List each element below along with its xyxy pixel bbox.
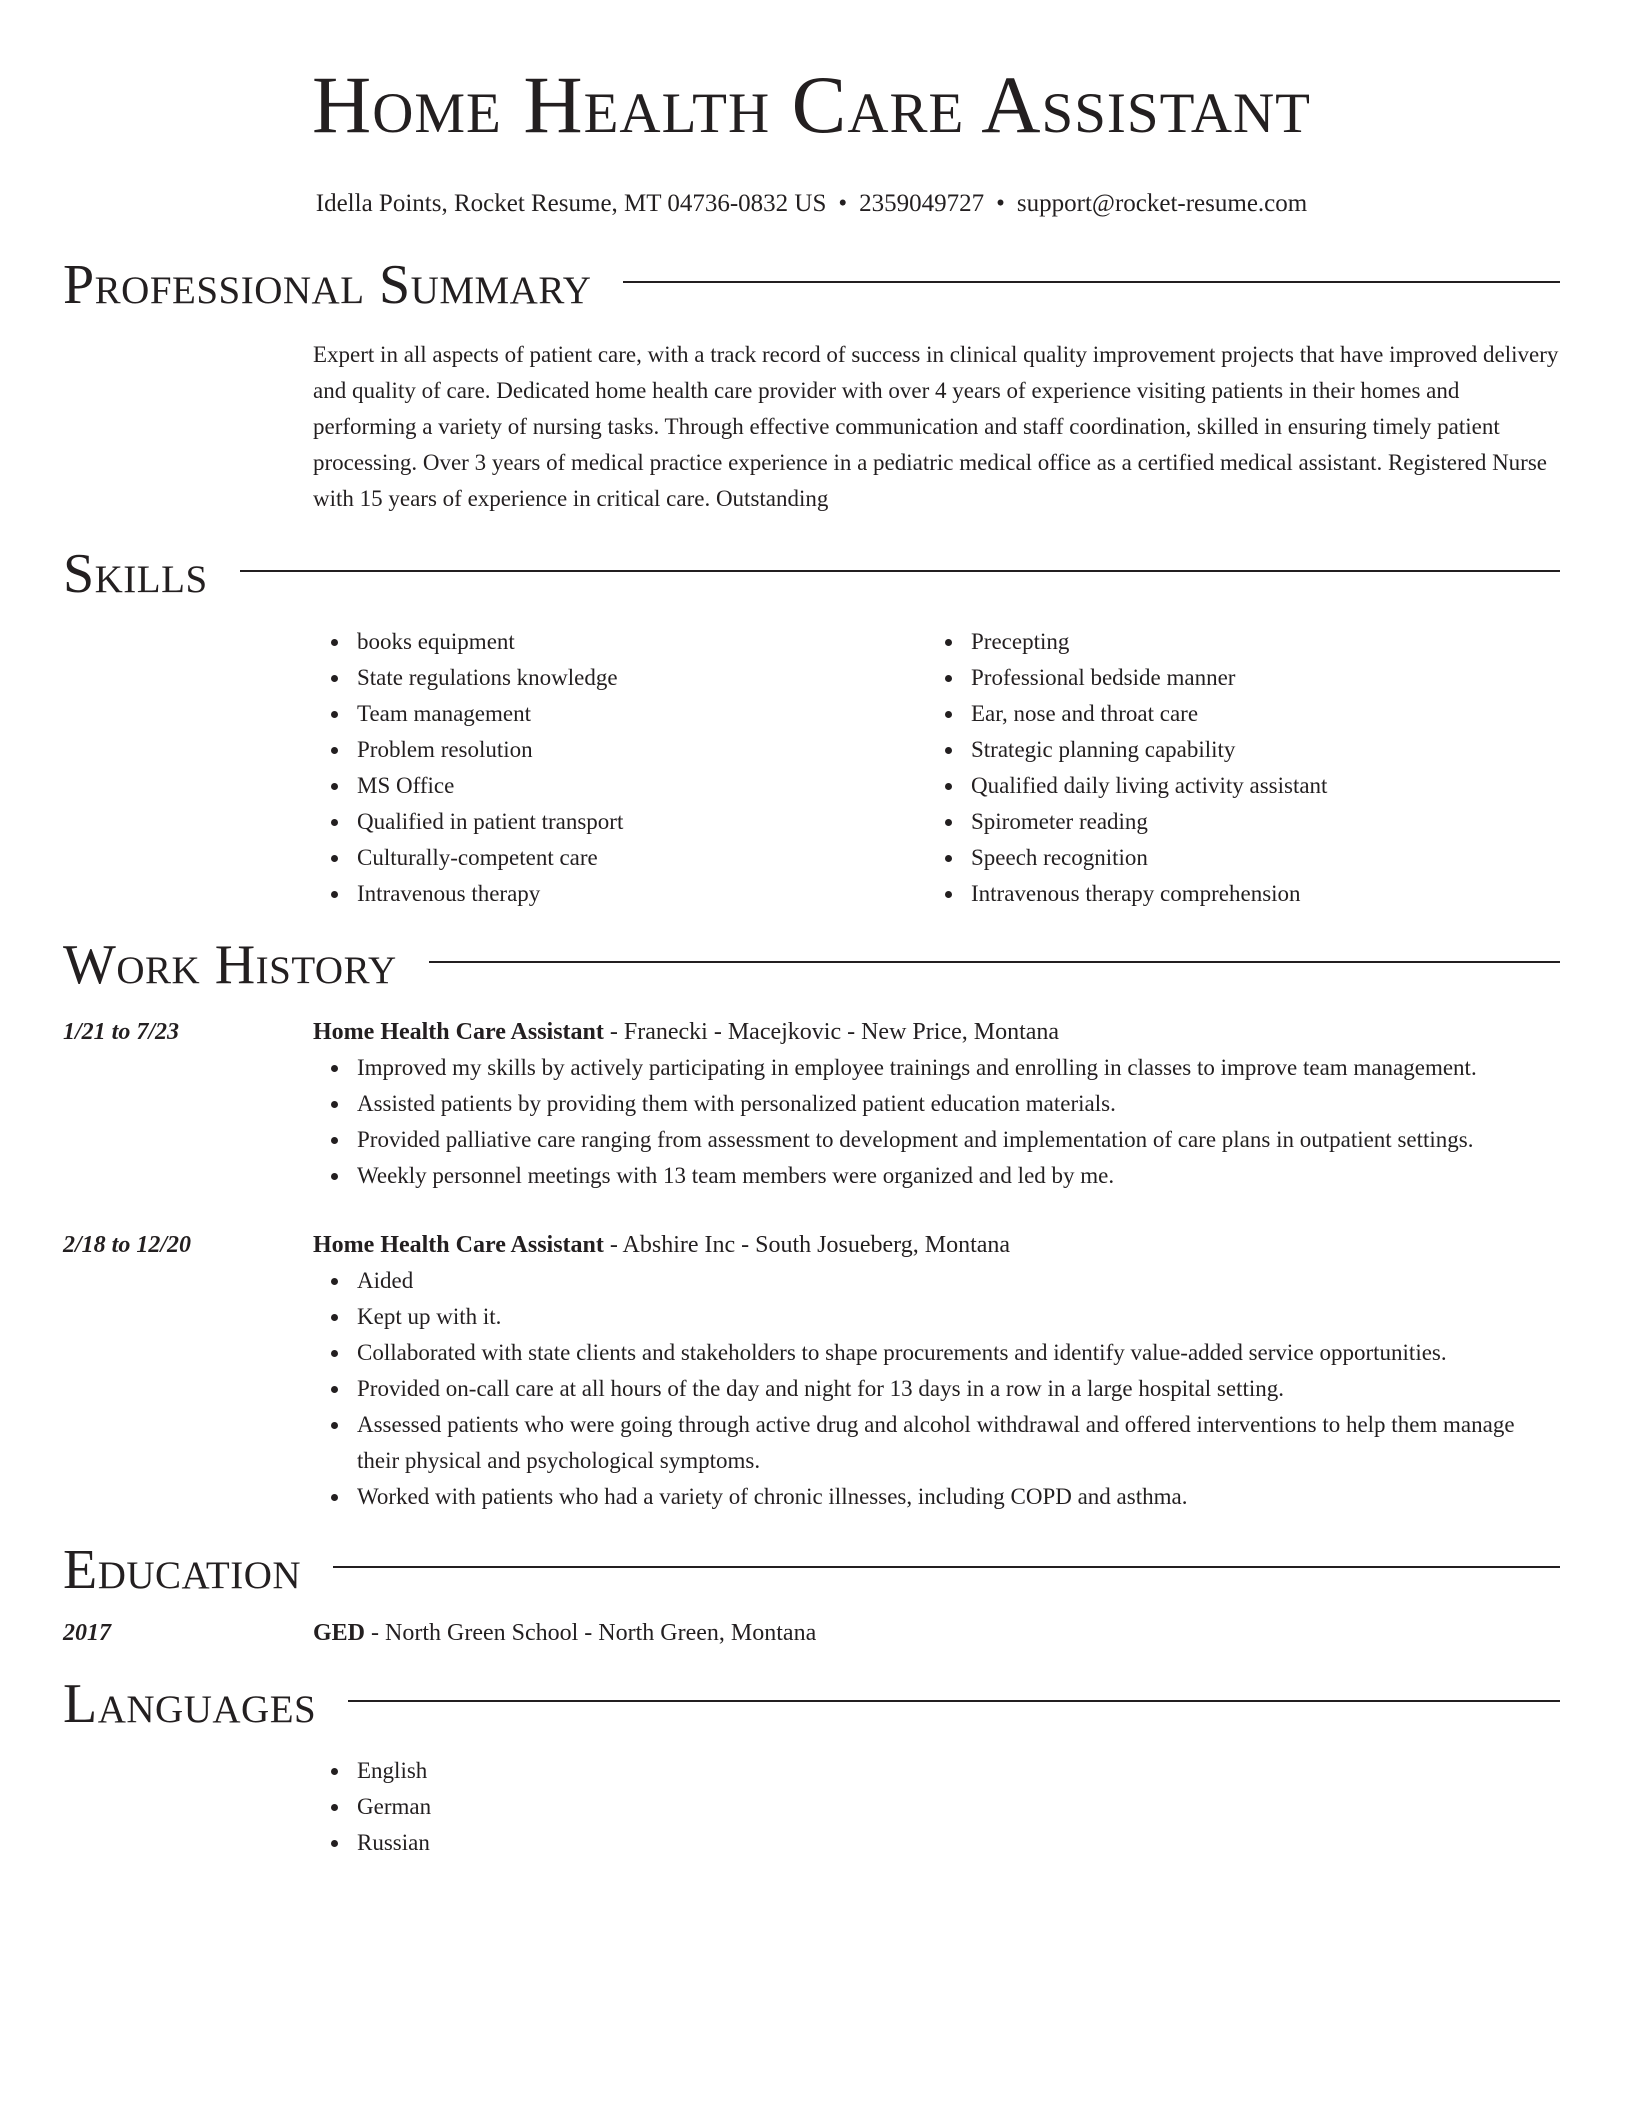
languages-content: [313, 1753, 1560, 1861]
skill-item: Intravenous therapy comprehension: [927, 876, 1541, 912]
resume-page: [63, 0, 1560, 1861]
contact-phone: 2359049727: [859, 190, 985, 217]
job-bullet: Improved my skills by actively participating in employee trainings and enrolling in classes to improve team management.: [313, 1050, 1560, 1086]
education-header: [63, 1538, 1560, 1602]
contact-separator: •: [838, 190, 848, 217]
job-bullet: Assisted patients by providing them with personalized patient education materials.: [313, 1086, 1560, 1122]
skills-section: [63, 542, 1560, 912]
skill-item: Qualified in patient transport: [313, 804, 927, 840]
contact-address: Idella Points, Rocket Resume, MT 04736-0832 US: [315, 190, 827, 217]
skill-item: books equipment: [313, 624, 927, 660]
job-employer: - Franecki - Macejkovic - New Price, Montana: [603, 1019, 1060, 1045]
skill-item: Qualified daily living activity assistant: [927, 768, 1541, 804]
language-item: Russian: [313, 1825, 1560, 1861]
skill-item: Team management: [313, 696, 927, 732]
skills-column-left: [313, 624, 927, 912]
skill-item: Strategic planning capability: [927, 732, 1541, 768]
job-bullet: Collaborated with state clients and stakeholders to shape procurements and identify value-added service opportunities.: [313, 1335, 1560, 1371]
education-section: [63, 1538, 1560, 1651]
skill-item: Spirometer reading: [927, 804, 1541, 840]
skill-item: Problem resolution: [313, 732, 927, 768]
job-bullet: Provided palliative care ranging from assessment to development and implementation of care plans in outpatient settings.: [313, 1122, 1560, 1158]
job-dates: 1/21 to 7/23: [63, 1019, 180, 1045]
section-title: Education: [63, 1539, 302, 1601]
skills-header: [63, 542, 1560, 606]
education-entry: [63, 1615, 1560, 1651]
skills-list-right: [927, 624, 1541, 912]
job-title: Home Health Care Assistant: [313, 1019, 604, 1045]
work-header: [63, 933, 1560, 997]
contact-email: support@rocket-resume.com: [1016, 190, 1308, 217]
languages-section: [63, 1672, 1560, 1861]
summary-header: [63, 253, 1560, 317]
education-school: - North Green School - North Green, Montana: [365, 1620, 817, 1646]
section-divider: [623, 281, 1560, 283]
section-title: Professional Summary: [63, 254, 592, 316]
skill-item: Culturally-competent care: [313, 840, 927, 876]
job-dates: 2/18 to 12/20: [63, 1232, 192, 1258]
skill-item: Precepting: [927, 624, 1541, 660]
skill-item: Intravenous therapy: [313, 876, 927, 912]
job-bullet: Weekly personnel meetings with 13 team members were organized and led by me.: [313, 1158, 1560, 1194]
language-item: English: [313, 1753, 1560, 1789]
section-divider: [429, 961, 1560, 963]
contact-separator: •: [996, 190, 1005, 217]
skills-grid: [313, 624, 1560, 912]
job-bullet: Provided on-call care at all hours of the day and night for 13 days in a row in a large hospital setting.: [313, 1371, 1560, 1407]
job-bullet: Assessed patients who were going through active drug and alcohol withdrawal and offered interventions to help them manage their physical and psychological symptoms.: [313, 1407, 1560, 1479]
skill-item: Speech recognition: [927, 840, 1541, 876]
summary-section: [63, 253, 1560, 517]
job-title: Home Health Care Assistant: [313, 1232, 604, 1258]
language-item: German: [313, 1789, 1560, 1825]
skill-item: Ear, nose and throat care: [927, 696, 1541, 732]
skill-item: State regulations knowledge: [313, 660, 927, 696]
job-employer: - Abshire Inc - South Josueberg, Montana: [603, 1232, 1011, 1258]
job-bullet: Worked with patients who had a variety of chronic illnesses, including COPD and asthma.: [313, 1479, 1560, 1515]
job-bullets: [313, 1050, 1560, 1194]
job-body: [313, 1014, 1560, 1194]
skills-column-right: [927, 624, 1541, 912]
skill-item: Professional bedside manner: [927, 660, 1541, 696]
job-heading: [313, 1227, 1560, 1263]
job-entry: [63, 1014, 1560, 1194]
education-body: [313, 1615, 1560, 1651]
section-title: Work History: [63, 934, 397, 996]
job-bullet: Kept up with it.: [313, 1299, 1560, 1335]
job-entry: [63, 1227, 1560, 1515]
section-title: Skills: [63, 543, 208, 605]
section-title: Languages: [63, 1673, 317, 1735]
summary-content: [313, 337, 1560, 517]
languages-header: [63, 1672, 1560, 1736]
job-bullets: [313, 1263, 1560, 1515]
work-section: [63, 933, 1560, 1515]
contact-line: [63, 188, 1560, 220]
skills-list-left: [313, 624, 927, 912]
job-bullet: Aided: [313, 1263, 1560, 1299]
job-body: [313, 1227, 1560, 1515]
section-divider: [348, 1700, 1560, 1702]
education-degree: GED: [313, 1620, 366, 1646]
skill-item: MS Office: [313, 768, 927, 804]
section-divider: [333, 1566, 1560, 1568]
candidate-name: Home Health Care Assistant: [311, 59, 1312, 150]
education-date: 2017: [63, 1620, 111, 1646]
summary-text: Expert in all aspects of patient care, with a track record of success in clinical quality improvement projects that have improved delivery and quality of care. Dedicated home health care provider with over 4 years of experience visiting patients in their homes and performing a variety of nursing tasks. Through effective communication and staff coordination, skilled in ensuring timely patient processing. Over 3 years of medical practice experience in a pediatric medical office as a certified medical assistant. Registered Nurse with 15 years of experience in critical care. Outstanding: [313, 342, 1559, 511]
languages-list: [313, 1753, 1560, 1861]
job-heading: [313, 1014, 1560, 1050]
section-divider: [240, 570, 1560, 572]
